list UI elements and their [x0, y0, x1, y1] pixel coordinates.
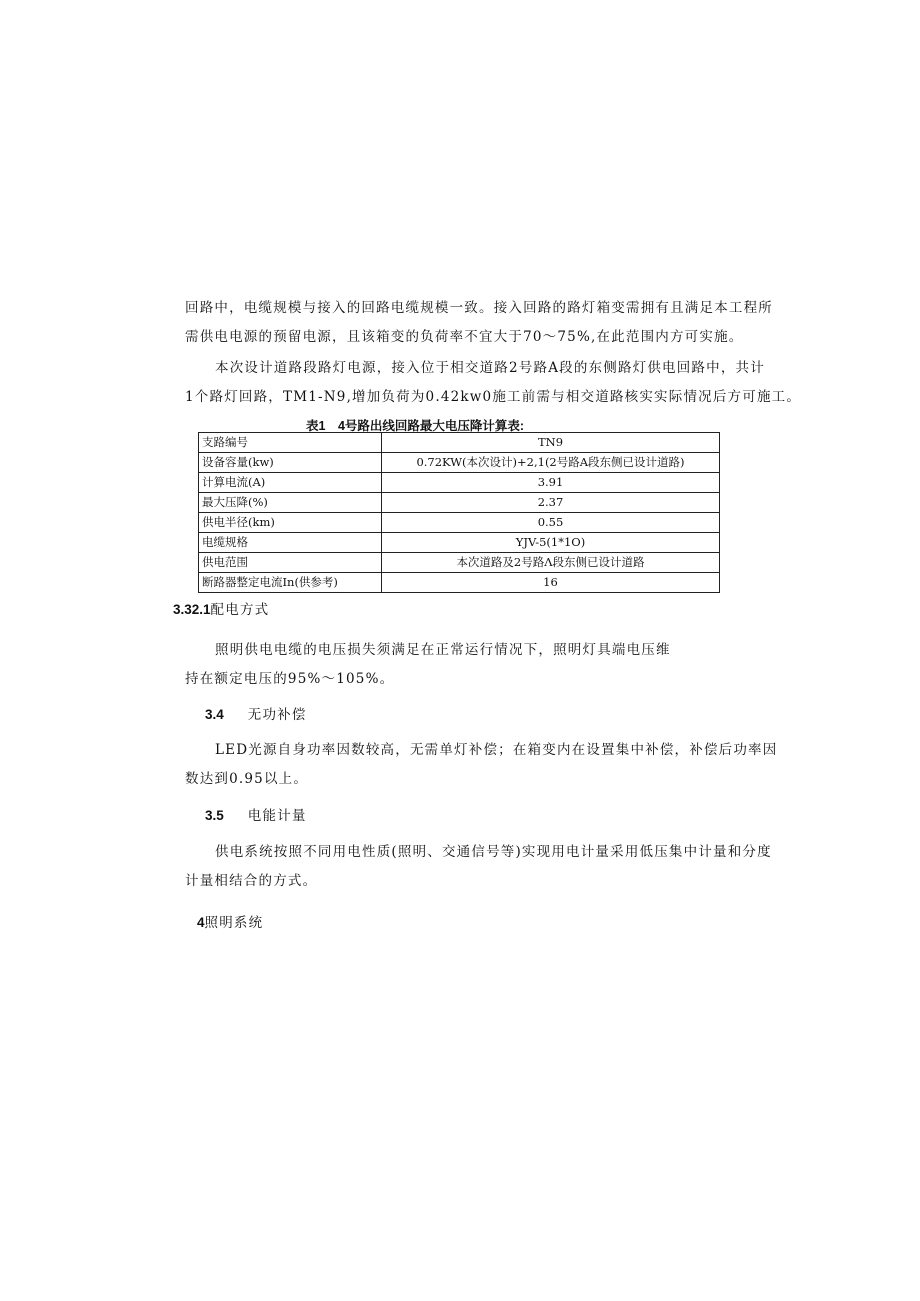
paragraph-line: 数达到0.95以上。	[185, 771, 309, 787]
table-cell-value: 本次道路及2号路Λ段东侧已设计道路	[382, 553, 720, 573]
section-heading-4	[197, 911, 263, 931]
table-cell-value: 16	[382, 573, 720, 593]
paragraph-line: 1个路灯回路，TM1-N9,增加负荷为0.42kw0施工前需与相交道路核实实际情况后方可施工。	[185, 389, 802, 405]
table-row	[199, 433, 720, 453]
table-row	[199, 493, 720, 513]
table-cell-value: 2.37	[382, 493, 720, 513]
table-caption: 表1 4号路出线回路最大电压降计算表:	[306, 419, 525, 433]
table-cell-key: 最大压降(%)	[199, 493, 382, 513]
section-title: 配电方式	[210, 602, 270, 618]
table-cell-value: 3.91	[382, 473, 720, 493]
paragraph-line: 回路中，电缆规模与接入的回路电缆规模一致。接入回路的路灯箱变需拥有且满足本工程所	[185, 300, 773, 316]
paragraph-line: 需供电电源的预留电源，且该箱变的负荷率不宜大于70～75%,在此范围内方可实施。	[185, 329, 744, 345]
section-number: 3.4	[205, 707, 224, 722]
section-heading-3-4	[205, 703, 307, 723]
table-row	[199, 513, 720, 533]
table-row	[199, 533, 720, 553]
paragraph-line: 照明供电电缆的电压损失须满足在正常运行情况下，照明灯具端电压维	[215, 642, 671, 658]
table-cell-key: 供电范围	[199, 553, 382, 573]
section-number: 3.5	[205, 808, 224, 823]
table-row	[199, 573, 720, 593]
paragraph-line: 计量相结合的方式。	[185, 873, 318, 889]
table-cell-key: 计算电流(A)	[199, 473, 382, 493]
table-cell-value: YJV-5(1*1O)	[382, 533, 720, 553]
voltage-drop-table	[198, 432, 720, 593]
table-cell-value: 0.72KW(本次设计)+2,1(2号路A段东侧已设计道路)	[382, 453, 720, 473]
table-row	[199, 453, 720, 473]
table-cell-key: 支路编号	[199, 433, 382, 453]
table-cell-key: 供电半径(km)	[199, 513, 382, 533]
table-row	[199, 553, 720, 573]
table-cell-key: 设备容量(kw)	[199, 453, 382, 473]
section-heading-3-32-1	[173, 598, 269, 618]
section-number: 3.32.1	[173, 602, 211, 617]
table-cell-value: TN9	[382, 433, 720, 453]
section-title: 照明系统	[204, 915, 264, 931]
table-cell-value: 0.55	[382, 513, 720, 533]
table-cell-key: 电缆规格	[199, 533, 382, 553]
section-title: 电能计量	[247, 808, 307, 824]
paragraph-line: LED光源自身功率因数较高，无需单灯补偿；在箱变内在设置集中补偿，补偿后功率因	[215, 742, 778, 758]
table-row	[199, 473, 720, 493]
section-title: 无功补偿	[247, 707, 307, 723]
section-number: 4	[197, 915, 205, 930]
table-cell-key: 断路器整定电流In(供参考)	[199, 573, 382, 593]
paragraph-line: 持在额定电压的95%～105%。	[185, 671, 395, 687]
paragraph-line: 供电系统按照不同用电性质(照明、交通信号等)实现用电计量采用低压集中计量和分度	[215, 844, 772, 860]
section-heading-3-5	[205, 804, 307, 824]
paragraph-line: 本次设计道路段路灯电源，接入位于相交道路2号路A段的东侧路灯供电回路中，共计	[215, 360, 765, 376]
